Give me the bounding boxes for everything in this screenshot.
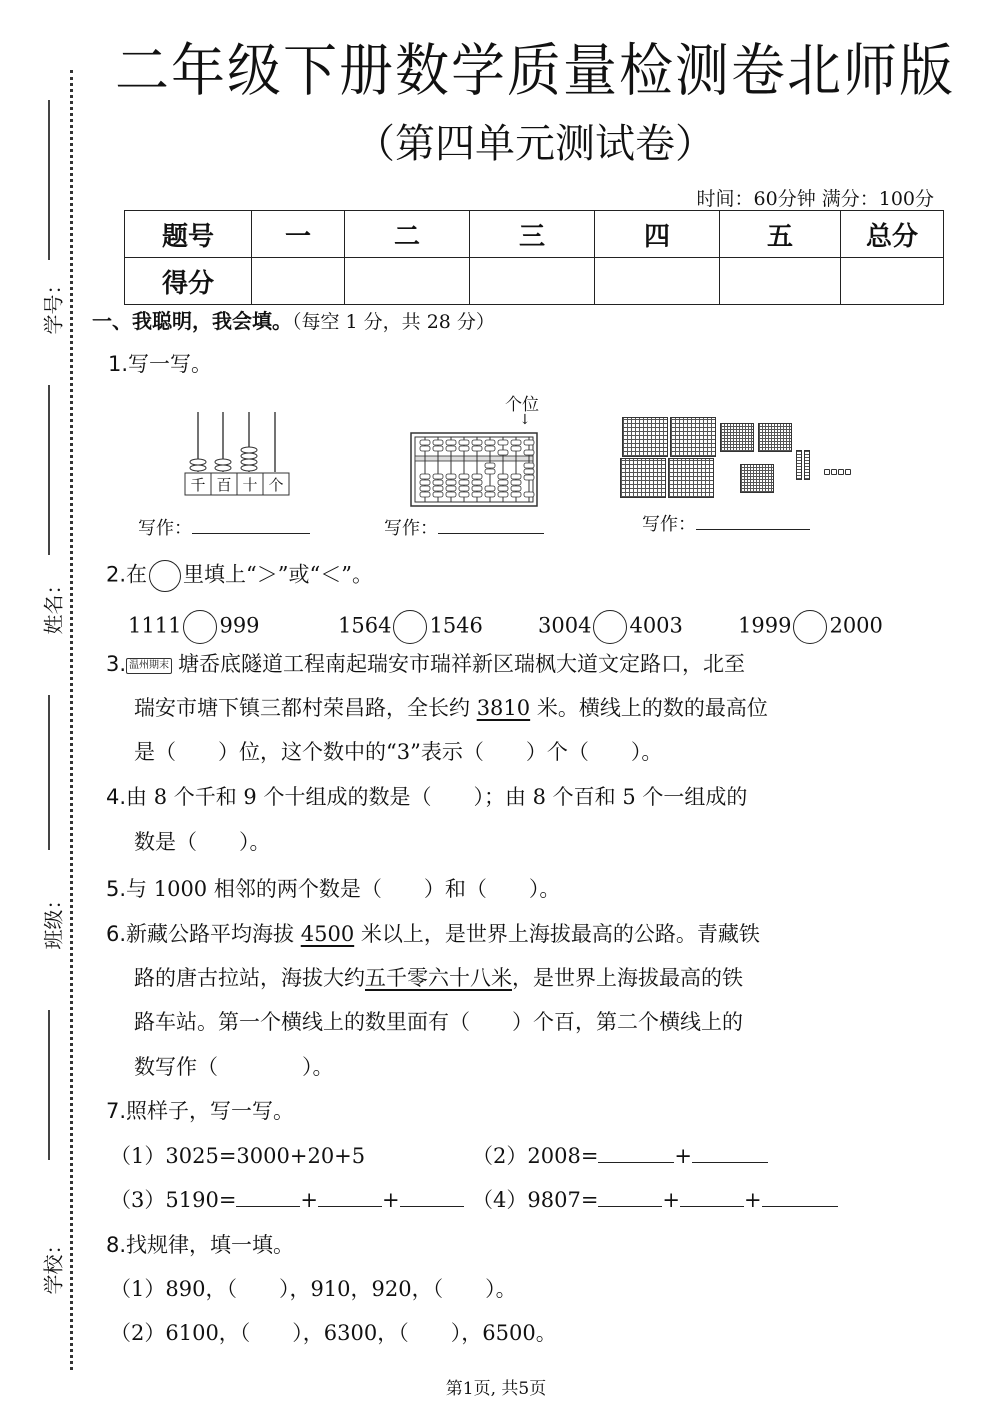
question-7 [106,1099,294,1123]
left-number: 3004 [538,613,592,638]
score-cell[interactable] [252,258,345,305]
abacus-labels [185,474,289,495]
question-number: 2. [106,562,127,587]
score-cell[interactable] [345,258,470,305]
compare-circle[interactable] [793,610,827,644]
question-text: ，是世界上海拔最高的铁 [512,966,743,990]
score-table [124,210,944,305]
student-id-label: 学号： [41,274,66,335]
plus-sign: + [662,1188,681,1212]
write-as-1 [138,514,310,540]
source-tag: 温州期末 [126,658,172,674]
place-label: 个 [268,476,284,494]
compare-pair [738,610,883,644]
ten-rod [796,450,802,480]
thousand-cube [668,458,714,498]
question-3-line2 [134,696,768,720]
compare-circle[interactable] [183,610,217,644]
class-label: 班级： [41,889,66,950]
place-label: 百 [216,476,232,494]
hundred-flat [758,423,792,452]
right-number: 4003 [629,613,683,638]
answer-blank[interactable] [438,515,544,534]
underlined-number: 五千零六十八米 [365,966,512,990]
question-6-line3: 路车站。第一个横线上的数里面有（ ）个百，第二个横线上的 [134,1010,743,1034]
q7-item-2 [472,1144,768,1168]
school-field[interactable] [48,1010,50,1160]
header-cell: 总分 [841,211,944,258]
question-4 [106,785,747,809]
right-number: 999 [219,613,260,638]
thousand-cube [622,417,668,457]
item-label: （1） [110,1144,166,1168]
question-text: 与 1000 相邻的两个数是（ ）和（ ）。 [126,877,561,901]
header-cell: 二 [345,211,470,258]
write-label: 写作： [138,518,192,539]
item-label: （2） [472,1144,528,1168]
place-label: 千 [190,476,206,494]
thousand-cube [620,458,666,498]
item-expr: 2008= [527,1144,599,1168]
thousand-cube [670,417,716,457]
question-text: 由 8 个千和 9 个十组成的数是（ ）；由 8 个百和 5 个一组成的 [126,785,748,809]
base-ten-blocks [620,415,880,505]
header-cell: 题号 [125,211,252,258]
question-3-line3: 是（ ）位，这个数中的“3”表示（ ）个（ ）。 [134,740,663,764]
score-row [125,258,944,305]
school-label: 学校： [41,1234,66,1295]
score-cell[interactable] [720,258,841,305]
hundred-flat [740,464,774,493]
write-label: 写作： [642,514,696,535]
compare-circle[interactable] [393,610,427,644]
question-2 [106,560,373,592]
underlined-number: 3810 [476,696,531,720]
page-subtitle: （第四单元测试卷） [355,121,715,167]
item-label: （3） [110,1188,166,1212]
section-heading [92,305,495,334]
answer-blank[interactable] [598,1188,662,1207]
header-cell: 五 [720,211,841,258]
arrow-down-icon: ↓ [519,412,531,428]
question-6 [106,922,760,946]
q7-item-1 [110,1144,365,1168]
item-expr: 3025=3000+20+5 [165,1144,366,1168]
compare-pair [538,610,738,644]
left-number: 1111 [128,613,182,638]
question-text: 瑞安市塘下镇三都村荣昌路，全长约 [134,696,477,720]
answer-blank[interactable] [696,511,810,530]
plus-sign: + [674,1144,693,1168]
plus-sign: + [300,1188,319,1212]
q7-item-3 [110,1188,464,1212]
question-text: 写一写。 [128,352,213,376]
question-text: 米。横线上的数的最高位 [530,696,768,720]
question-number: 1. [108,352,129,376]
question-6-line4: 数写作（ ）。 [134,1055,334,1079]
unit-cube [838,469,844,475]
unit-cube [831,469,837,475]
page-number: 第1页, 共5页 [445,1379,547,1399]
q7-item-4 [472,1188,838,1212]
question-text: 米以上，是世界上海拔最高的公路。青藏铁 [354,922,760,946]
left-number: 1564 [338,613,392,638]
answer-blank[interactable] [692,1144,768,1163]
answer-blank[interactable] [598,1144,674,1163]
page-title: 二年级下册数学质量检测卷北师版 [115,37,955,104]
score-cell[interactable] [595,258,720,305]
unit-cube [845,469,851,475]
write-as-3 [642,510,810,536]
section-note: （每空 1 分，共 28 分） [292,311,495,333]
hundred-flat [720,423,754,452]
item-expr: 9807= [527,1188,599,1212]
question-text: 在 [126,562,148,587]
write-label: 写作： [384,518,438,539]
score-cell[interactable] [470,258,595,305]
question-number: 8. [106,1233,127,1257]
exam-meta: 时间：60分钟 满分：100分 [696,188,934,210]
question-text: 塘岙底隧道工程南起瑞安市瑞祥新区瑞枫大道文定路口，北至 [178,652,746,676]
question-text: 里填上“＞”或“＜”。 [183,562,373,587]
question-number: 4. [106,785,127,809]
question-number: 6. [106,922,127,946]
question-1 [108,352,212,376]
question-text: 找规律，填一填。 [126,1233,295,1257]
ten-rod [804,450,810,480]
name-label: 姓名： [41,574,66,635]
answer-blank[interactable] [192,515,310,534]
question-3 [106,652,745,676]
right-number: 2000 [829,613,883,638]
compare-circle[interactable] [593,610,627,644]
right-number: 1546 [429,613,483,638]
section-title: 一、我聪明，我会填。 [92,309,292,333]
row-label: 得分 [125,258,252,305]
header-cell: 三 [470,211,595,258]
compare-row [128,610,908,644]
plus-sign: + [382,1188,400,1212]
question-number: 5. [106,877,127,901]
answer-blank[interactable] [236,1188,300,1207]
score-header-row [125,211,944,258]
answer-blank[interactable] [400,1188,464,1207]
unit-cube [824,469,830,475]
q8-item-1: （1）890，（ ），910，920，（ ）。 [110,1277,517,1301]
class-field[interactable] [48,695,50,850]
question-text: 新藏公路平均海拔 [126,922,301,946]
question-text: 照样子，写一写。 [126,1099,295,1123]
question-text: 路的唐古拉站，海拔大约 [134,966,365,990]
question-5 [106,877,560,901]
q8-item-2: （2）6100，（ ），6300，（ ），6500。 [110,1321,557,1345]
underlined-number: 4500 [300,922,355,946]
name-field[interactable] [48,385,50,555]
ones-place-label: 个位 [505,395,539,415]
header-cell: 四 [595,211,720,258]
question-4-line2: 数是（ ）。 [134,830,271,854]
header-cell: 一 [252,211,345,258]
question-number: 3. [106,652,127,676]
answer-blank[interactable] [318,1188,382,1207]
question-6-line2 [134,966,743,990]
left-number: 1999 [738,613,792,638]
suanpan-icon [410,432,538,508]
item-expr: 5190= [165,1188,237,1212]
answer-blank[interactable] [762,1188,838,1207]
circle-icon [149,560,181,592]
item-label: （4） [472,1188,528,1212]
place-label: 十 [242,476,258,494]
compare-pair [338,610,538,644]
answer-blank[interactable] [680,1188,744,1207]
score-cell[interactable] [841,258,944,305]
binding-strip [0,0,92,1408]
write-as-2 [384,514,544,540]
plus-sign: + [744,1188,762,1212]
cut-line [70,70,73,1370]
question-number: 7. [106,1099,127,1123]
compare-pair [128,610,338,644]
question-8 [106,1233,294,1257]
